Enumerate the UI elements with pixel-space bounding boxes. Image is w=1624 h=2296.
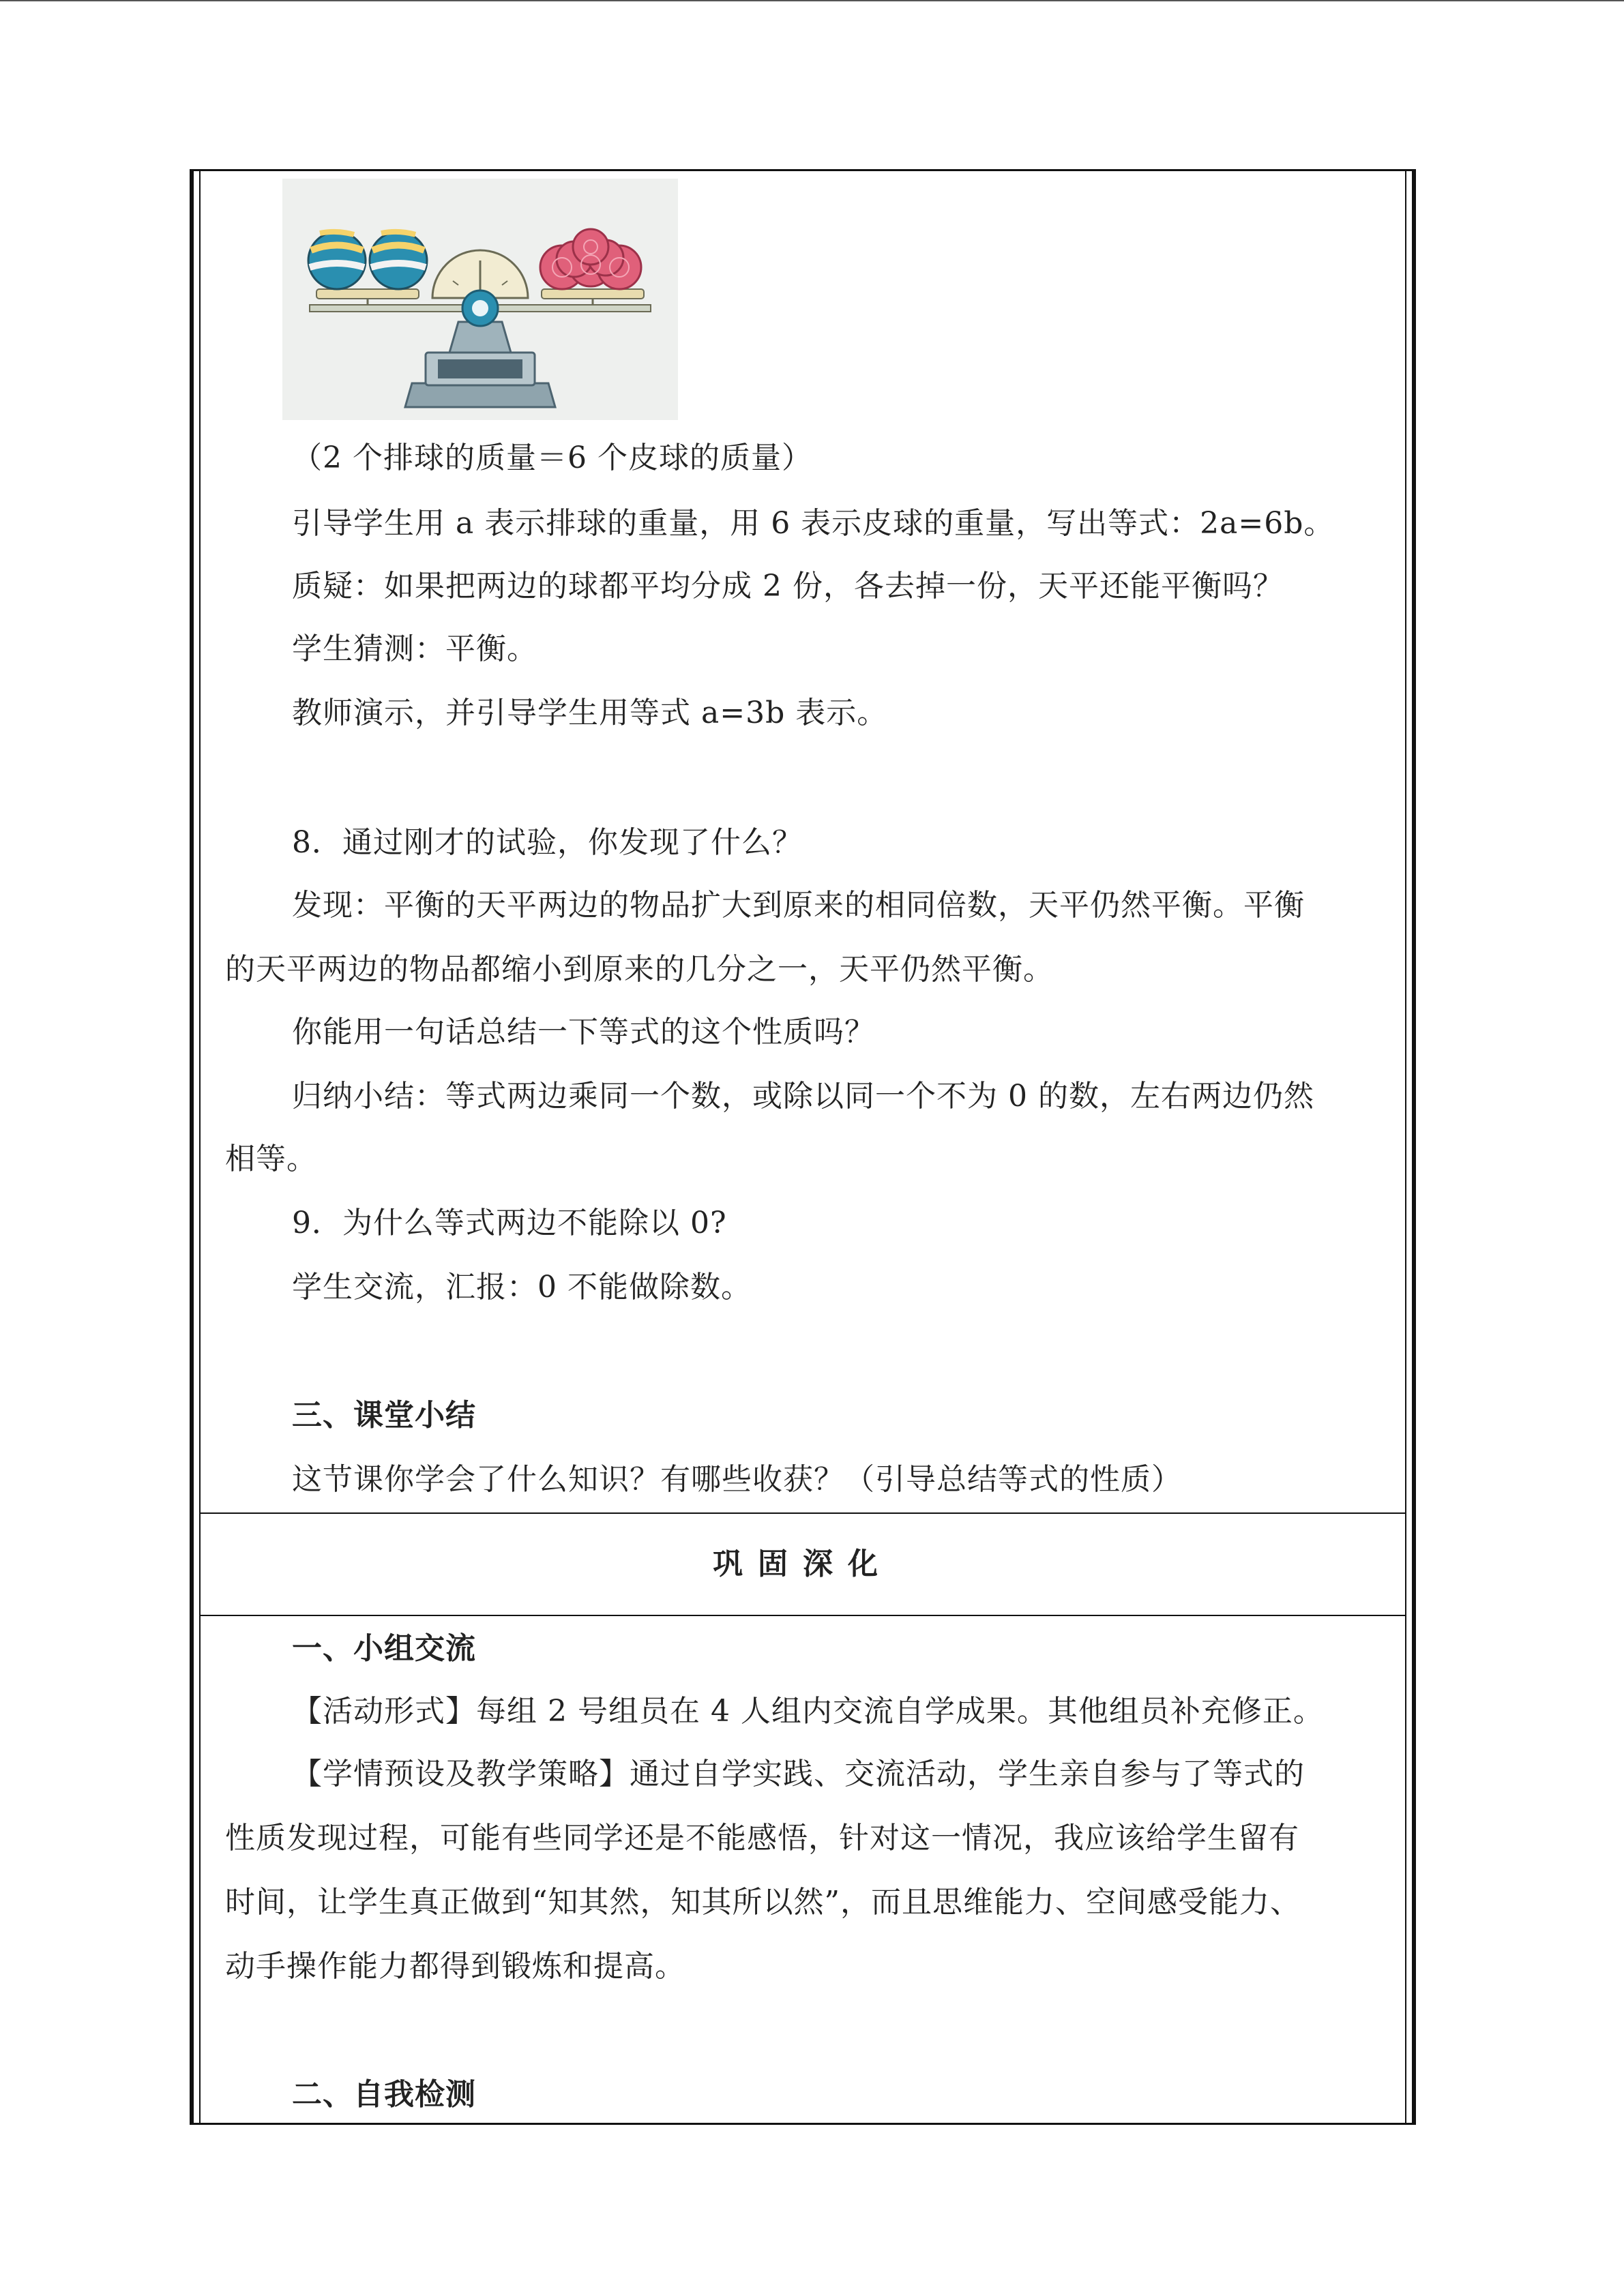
- paragraph-line: 动手操作能力都得到锻炼和提高。: [225, 1949, 685, 1984]
- paragraph-line: 你能用一句话总结一下等式的这个性质吗？: [292, 1015, 875, 1049]
- paragraph-line: 的天平两边的物品都缩小到原来的几分之一，天平仍然平衡。: [225, 952, 1054, 987]
- paragraph-line: 性质发现过程，可能有些同学还是不能感悟，针对这一情况，我应该给学生留有: [225, 1821, 1299, 1855]
- paragraph-line: 学生猜测：平衡。: [292, 631, 537, 666]
- heading-group-exchange: 一、小组交流: [292, 1631, 476, 1666]
- figure-caption: （2 个排球的质量＝6 个皮球的质量）: [292, 441, 812, 475]
- paragraph-line: 学生交流，汇报：0 不能做除数。: [292, 1270, 752, 1304]
- page-top-rule: [0, 0, 1624, 1]
- section-divider-bottom: [199, 1615, 1406, 1616]
- heading-class-summary: 三、课堂小结: [292, 1398, 476, 1433]
- question-8: 8．通过刚才的试验，你发现了什么？: [292, 825, 803, 860]
- heading-self-check: 二、自我检测: [292, 2077, 476, 2112]
- question-9: 9．为什么等式两边不能除以 0?: [292, 1206, 727, 1240]
- paragraph-line: 【学情预设及教学策略】通过自学实践、交流活动，学生亲自参与了等式的: [292, 1757, 1305, 1791]
- paragraph-line: 这节课你学会了什么知识？有哪些收获？（引导总结等式的性质）: [292, 1462, 1182, 1497]
- paragraph-line: 引导学生用 a 表示排球的重量，用 6 表示皮球的重量，写出等式：2a=6b。: [292, 506, 1335, 541]
- section-divider-top: [199, 1512, 1406, 1514]
- paragraph-line: 发现：平衡的天平两边的物品扩大到原来的相同倍数，天平仍然平衡。平衡: [292, 888, 1305, 923]
- paragraph-line: 归纳小结：等式两边乘同一个数，或除以同一个不为 0 的数，左右两边仍然: [292, 1079, 1314, 1114]
- balance-scale-illustration: [282, 179, 678, 420]
- paragraph-line: 【活动形式】每组 2 号组员在 4 人组内交流自学成果。其他组员补充修正。: [292, 1694, 1324, 1729]
- paragraph-line: 教师演示，并引导学生用等式 a=3b 表示。: [292, 696, 888, 730]
- section-title: 巩固深化: [713, 1547, 893, 1581]
- paragraph-line: 时间，让学生真正做到“知其然，知其所以然”，而且思维能力、空间感受能力、: [225, 1885, 1301, 1920]
- paragraph-line: 相等。: [225, 1142, 317, 1176]
- paragraph-line: 质疑：如果把两边的球都平均分成 2 份，各去掉一份，天平还能平衡吗？: [292, 569, 1284, 603]
